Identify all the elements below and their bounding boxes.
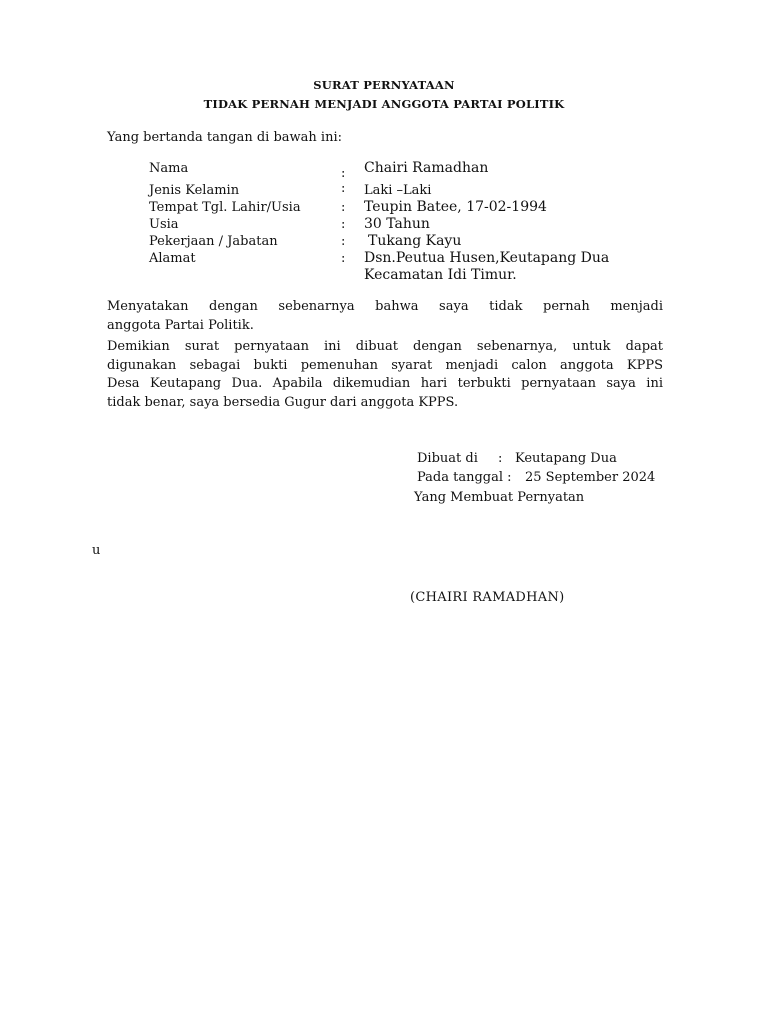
field-label-tempat-tgl-lahir: Tempat Tgl. Lahir/Usia xyxy=(149,200,301,215)
field-value-nama: Chairi Ramadhan xyxy=(364,160,489,176)
field-label-nama: Nama xyxy=(149,161,189,176)
statement-line: anggota Partai Politik. xyxy=(107,317,254,333)
field-label-usia: Usia xyxy=(149,217,179,232)
statement-paragraph xyxy=(107,298,663,335)
field-colon: : xyxy=(341,234,346,249)
closing-line: tidak benar, saya bersedia Gugur dari anggota KPPS. xyxy=(107,394,459,410)
field-label-pekerjaan: Pekerjaan / Jabatan xyxy=(149,234,278,249)
statement-line: Menyatakan dengan sebenarnya bahwa saya tidak pernah menjadi xyxy=(107,299,663,314)
closing-line: Desa Keutapang Dua. Apabila dikemudian hari terbukti pernyataan saya ini xyxy=(107,376,663,391)
field-value-alamat-line2: Kecamatan Idi Timur. xyxy=(364,267,517,283)
signatory-name: (CHAIRI RAMADHAN) xyxy=(410,590,565,605)
closing-paragraph xyxy=(107,338,663,412)
field-value-tempat-tgl-lahir: Teupin Batee, 17-02-1994 xyxy=(364,199,547,215)
field-colon: : xyxy=(341,166,346,181)
field-colon: : xyxy=(341,200,346,215)
field-colon: : xyxy=(341,217,346,232)
field-colon: : xyxy=(341,181,346,196)
place-colon: : xyxy=(498,451,503,466)
field-colon: : xyxy=(341,251,346,266)
document-title: SURAT PERNYATAAN xyxy=(313,78,455,92)
document-subtitle: TIDAK PERNAH MENJADI ANGGOTA PARTAI POLITIK xyxy=(203,97,565,111)
stray-mark: u xyxy=(92,543,101,558)
field-value-usia: 30 Tahun xyxy=(364,216,430,232)
intro-text: Yang bertanda tangan di bawah ini: xyxy=(107,130,342,145)
field-value-alamat: Dsn.Peutua Husen,Keutapang Dua xyxy=(364,250,610,266)
field-value-jenis-kelamin: Laki –Laki xyxy=(364,183,432,198)
date-label: Pada tanggal : xyxy=(417,470,512,485)
field-label-alamat: Alamat xyxy=(149,251,196,266)
place-value: Keutapang Dua xyxy=(515,451,617,466)
closing-line: Demikian surat pernyataan ini dibuat dengan sebenarnya, untuk dapat xyxy=(107,339,663,354)
maker-label: Yang Membuat Pernyatan xyxy=(414,490,585,505)
field-value-pekerjaan: Tukang Kayu xyxy=(368,233,462,249)
place-label: Dibuat di xyxy=(417,451,478,466)
field-label-jenis-kelamin: Jenis Kelamin xyxy=(149,183,240,198)
date-value: 25 September 2024 xyxy=(525,470,656,485)
closing-line: digunakan sebagai bukti pemenuhan syarat menjadi calon anggota KPPS xyxy=(107,357,663,373)
